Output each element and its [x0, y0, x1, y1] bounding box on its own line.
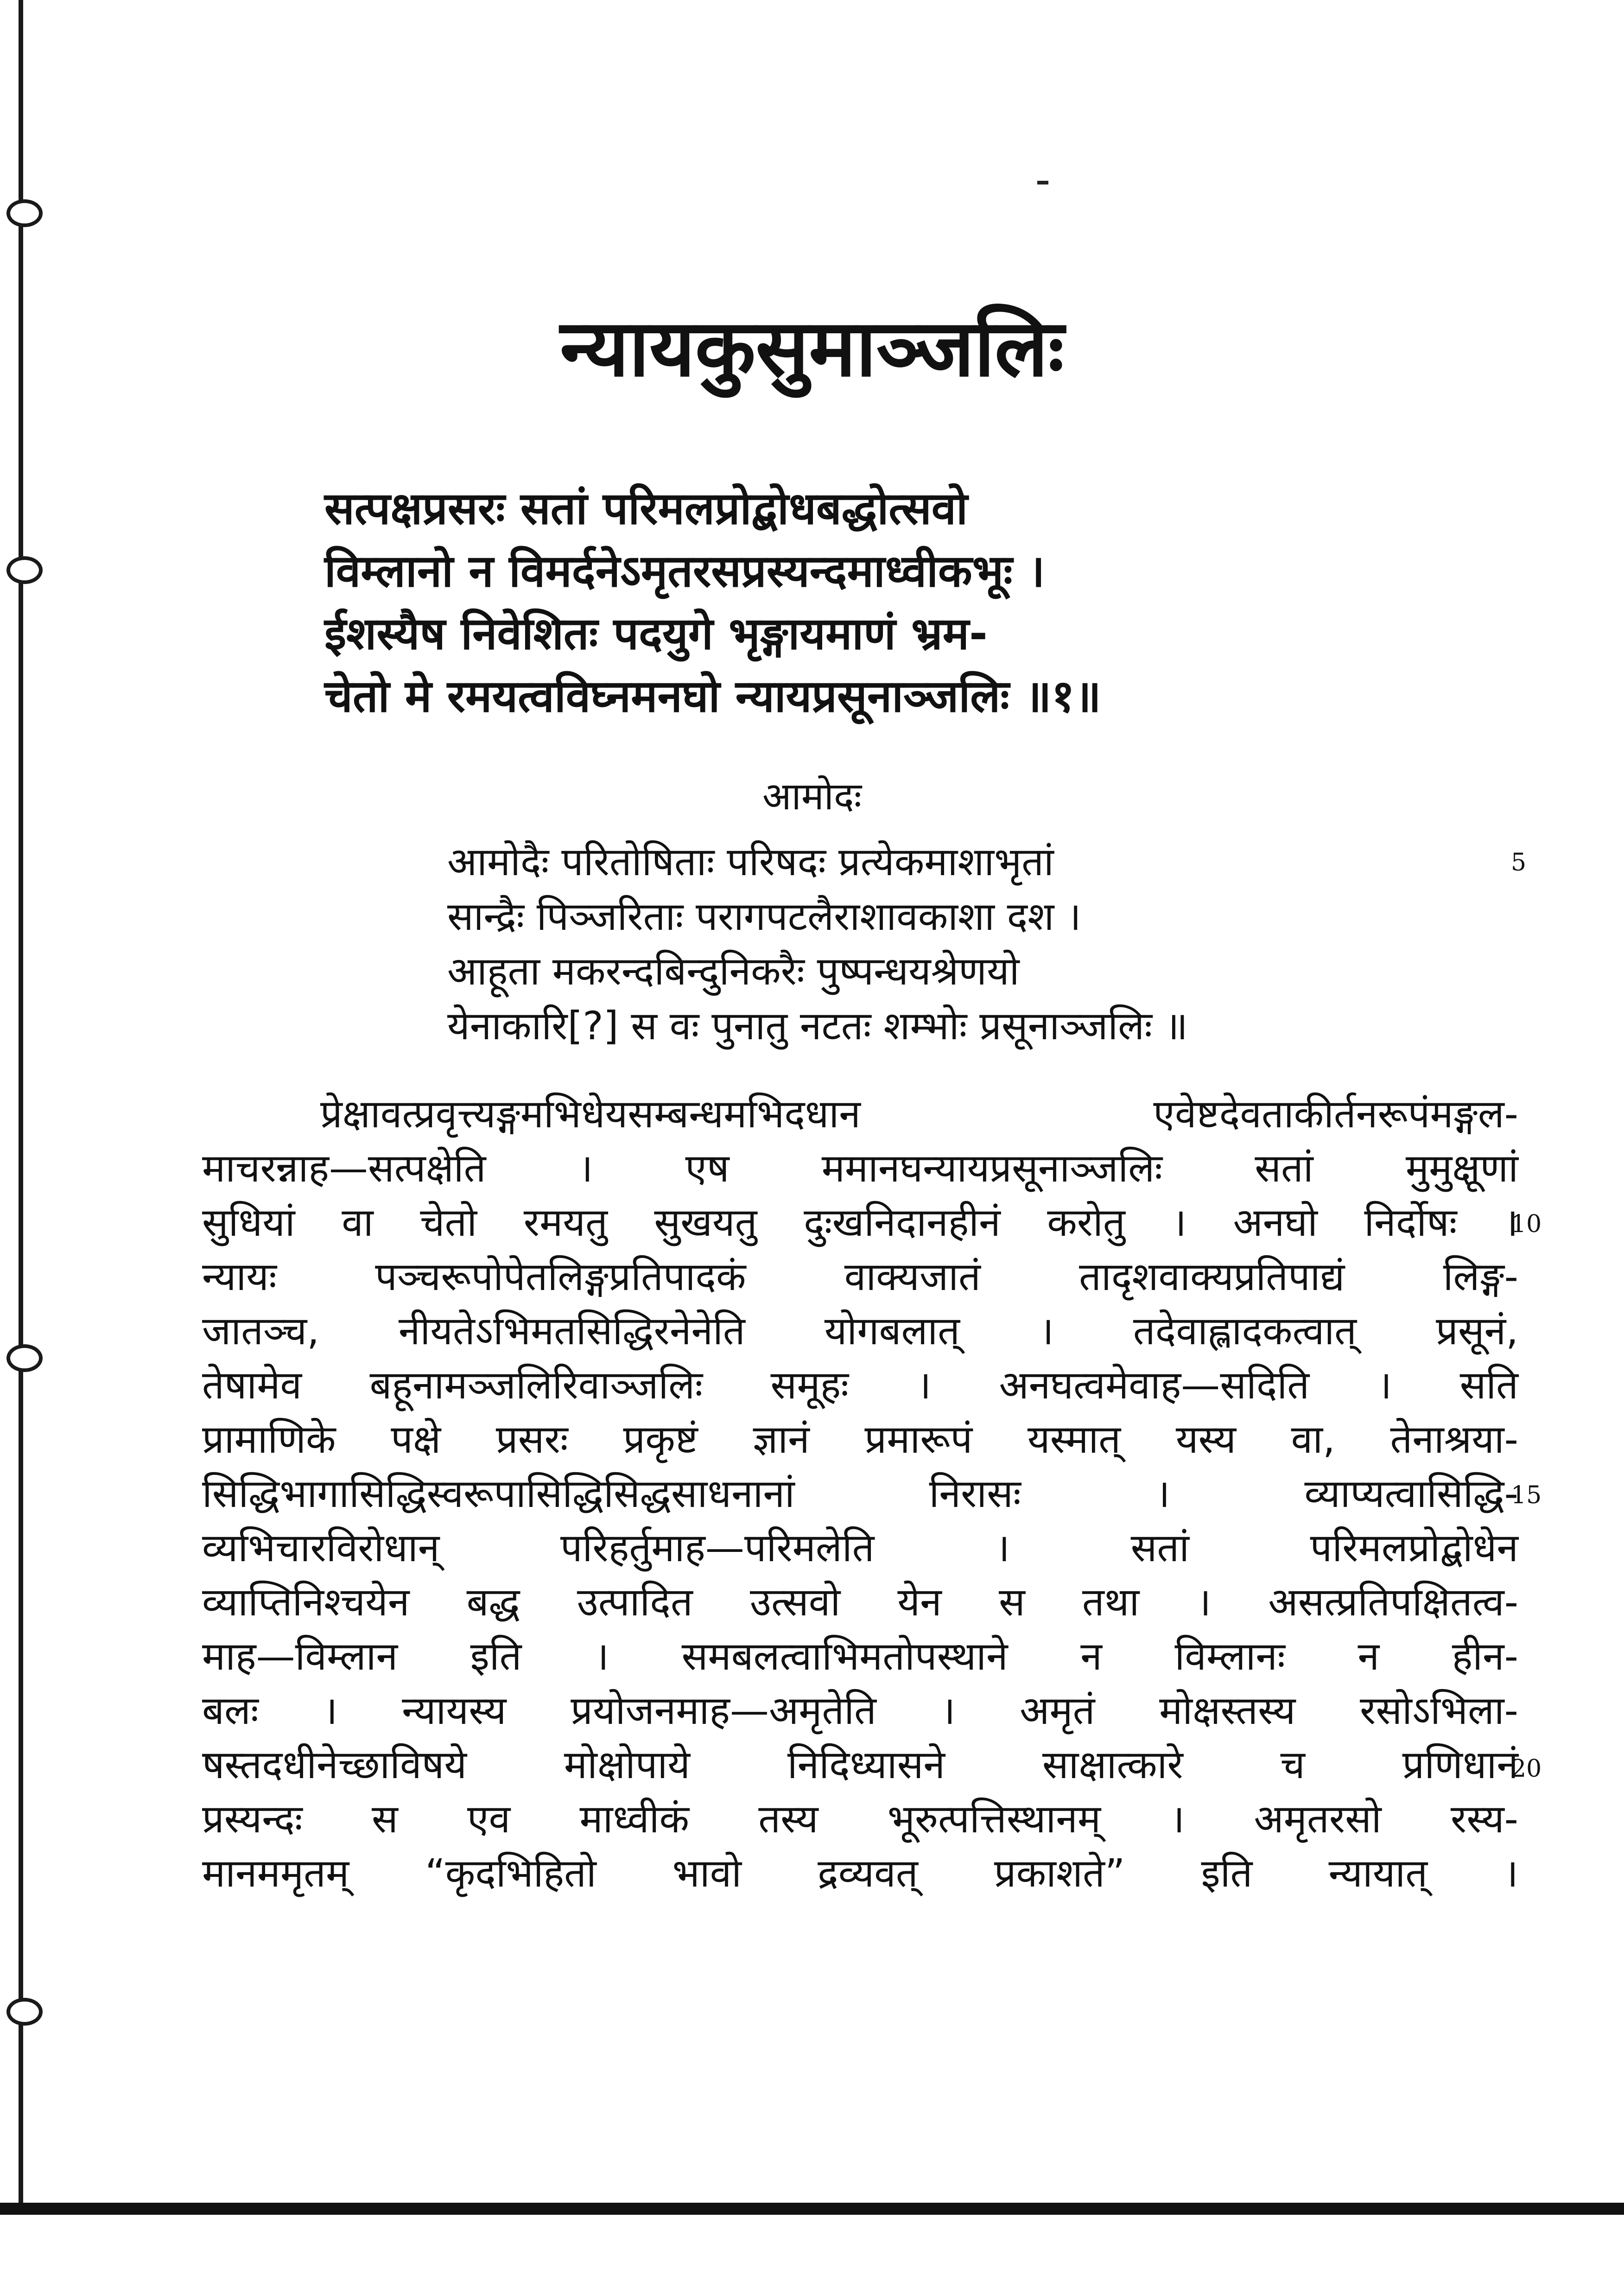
commentary-line: माचरन्नाह—सत्पक्षेति । एष ममानघन्यायप्रसूनाञ्जलिः सतां मुमुक्षूणां: [202, 1145, 1518, 1191]
stanza-line: आमोदैः परितोषिताः परिषदः प्रत्येकमाशाभृतां: [447, 839, 1054, 884]
stanza-line: सान्द्रैः पिञ्जरिताः परागपटलैराशावकाशा दश ।: [447, 894, 1081, 939]
commentary-line: सुधियां वा चेतो रमयतु सुखयतु दुःखनिदानहीनं करोतु । अनघो निर्दोषः ।: [202, 1200, 1518, 1245]
commentary-body: [202, 1087, 1518, 1900]
commentary-line: प्रस्यन्दः स एव माध्वीकं तस्य भूरुत्पत्तिस्थानम् । अमृतरसो रस्य-: [202, 1796, 1518, 1842]
commentary-line: प्रेक्षावत्प्रवृत्त्यङ्गमभिधेयसम्बन्धमभिदधान एवेष्टदेवताकीर्तनरूपंमङ्गल-: [320, 1091, 1518, 1137]
amoda-verse: [447, 834, 1467, 1053]
line-number: 10: [1511, 1210, 1542, 1238]
stanza-line: येनाकारि[?] स वः पुनातु नटतः शम्भोः प्रसूनाञ्जलिः ॥: [447, 1003, 1188, 1049]
commentary-line: तेषामेव बहूनामञ्जलिरिवाञ्जलिः समूहः । अनघत्वमेवाह—सदिति । सति: [202, 1362, 1518, 1408]
commentary-line: जातञ्च, नीयतेऽभिमतसिद्धिरनेनेति योगबलात् । तदेवाह्लादकत्वात् प्रसूनं,: [202, 1308, 1518, 1354]
line-number: 15: [1511, 1481, 1542, 1509]
binding-knot: [6, 556, 43, 584]
commentary-line: बलः । न्यायस्य प्रयोजनमाह—अमृतेति । अमृतं मोक्षस्तस्य रसोऽभिला-: [202, 1688, 1518, 1733]
commentary-line: माह—विम्लान इति । समबलत्वाभिमतोपस्थाने न विम्लानः न हीन-: [202, 1633, 1518, 1679]
commentary-line: प्रामाणिके पक्षे प्रसरः प्रकृष्टं ज्ञानं प्रमारूपं यस्मात् यस्य वा, तेनाश्रया-: [202, 1417, 1518, 1462]
binding-knot: [6, 199, 43, 227]
verse-line: चेतो मे रमयत्वविघ्नमनघो न्यायप्रसूनाञ्जलिः ॥१॥: [324, 670, 1102, 722]
binding-knot: [6, 1344, 43, 1372]
line-number: 5: [1511, 849, 1527, 877]
verse-line: ईशस्यैष निवेशितः पदयुगे भृङ्गायमाणं भ्रम-: [324, 608, 988, 660]
commentary-line: सिद्धिभागासिद्धिस्वरूपासिद्धिसिद्धसाधनानां निरासः । व्याप्यत्वासिद्धि-: [202, 1471, 1518, 1516]
line-number: 20: [1511, 1755, 1542, 1783]
stanza-line: आहूता मकरन्दबिन्दुनिकरैः पुष्पन्धयश्रेणयो: [447, 948, 1020, 994]
top-dash-mark: [1037, 181, 1048, 184]
commentary-line: मानममृतम् “कृदभिहितो भावो द्रव्यवत् प्रकाशते” इति न्यायात् ।: [202, 1850, 1518, 1896]
commentary-line: व्याप्तिनिश्चयेन बद्ध उत्पादित उत्सवो येन स तथा । असत्प्रतिपक्षितत्व-: [202, 1579, 1518, 1625]
verse-line: सत्पक्षप्रसरः सतां परिमलप्रोद्बोधबद्धोत्सवो: [324, 483, 968, 534]
opening-verse: [324, 477, 1344, 728]
page-title: न्यायकुसुमाञ्जलिः: [560, 303, 1064, 394]
binding-knot: [6, 1998, 43, 2026]
verse-line: विम्लानो न विमर्दनेऽमृतरसप्रस्यन्दमाध्वीकभूः ।: [324, 545, 1045, 597]
commentary-line: न्यायः पञ्चरूपोपेतलिङ्गप्रतिपादकं वाक्यजातं तादृशवाक्यप्रतिपाद्यं लिङ्ग-: [202, 1254, 1518, 1299]
commentary-heading: आमोदः: [762, 775, 862, 819]
bottom-rule: [0, 2203, 1624, 2215]
commentary-line: षस्तदधीनेच्छाविषये मोक्षोपाये निदिध्यासने साक्षात्कारे च प्रणिधानं: [202, 1742, 1518, 1787]
commentary-line: व्यभिचारविरोधान् परिहर्तुमाह—परिमलेति । सतां परिमलप्रोद्बोधेन: [202, 1525, 1518, 1570]
